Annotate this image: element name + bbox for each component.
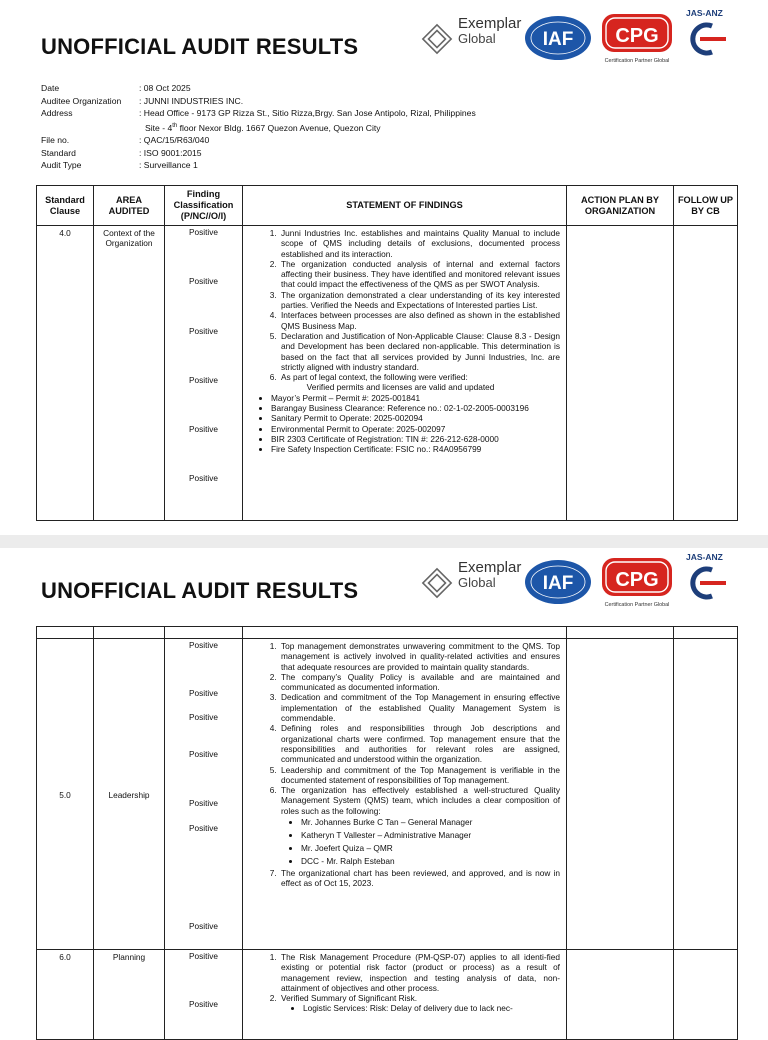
area-cell: Context of the Organization	[94, 226, 165, 521]
permit-item: • Fire Safety Inspection Certificate: FSIC no.: R4A0956799	[271, 444, 560, 454]
logo-strip	[420, 8, 740, 68]
permit-item: • Mayor’s Permit – Permit #: 2025-001841	[271, 393, 560, 403]
header-standard-clause: Standard Clause	[37, 186, 94, 226]
table-row	[37, 950, 738, 1040]
finding-item: 5. Leadership and commitment of the Top Management is verifiable in the documented statement of responsibilities of Top management.	[279, 765, 560, 786]
findings-cell	[243, 639, 567, 950]
finding-item: 4. Interfaces between processes are also defined as shown in the established QMS Business Map.	[279, 310, 560, 331]
table-row	[37, 226, 738, 521]
clause-cell: 4.0	[37, 226, 94, 521]
finding-item: 1. The Risk Management Procedure (PM-QSP-07) applies to all identi-fied existing or potential risk factor (product or process) as a result of management review, inspection and testing analysis of data, non-attainment of objectives and other process.	[279, 952, 560, 993]
audit-type-value: : Surveillance 1	[139, 160, 198, 171]
page-title: UNOFFICIAL AUDIT RESULTS	[41, 578, 359, 603]
area-cell: Planning	[94, 950, 165, 1040]
area-cell: Leadership	[94, 639, 165, 950]
finding-item: 2. Verified Summary of Significant Risk.	[279, 993, 560, 1003]
findings-cell	[243, 950, 567, 1040]
action-plan-cell	[567, 950, 674, 1040]
address-value-2: Site - 4th floor Nexor Bldg. 1667 Quezon Avenue, Quezon City	[145, 122, 381, 133]
table-row	[37, 639, 738, 950]
classification-cell	[165, 950, 243, 1040]
classification-label: Positive	[188, 640, 219, 650]
team-member-item: • DCC - Mr. Ralph Esteban	[301, 855, 560, 868]
finding-item: 4. Defining roles and responsibilities through Job descriptions and organizational charts were confirmed. Top management ensure that the responsibilities and authorities for relevant roles are assigned, communicated and understood within the organization.	[279, 723, 560, 764]
classification-label: Positive	[188, 276, 219, 286]
table-header-row	[37, 186, 738, 226]
svg-text:Certification Partner Global: Certification Partner Global	[604, 602, 670, 608]
classification-label: Positive	[188, 951, 219, 961]
header-follow-up: FOLLOW UP BY CB	[674, 186, 738, 226]
standard-label: Standard	[41, 147, 76, 158]
classification-cell	[165, 639, 243, 950]
classification-label: Positive	[188, 326, 219, 336]
date-value: : 08 Oct 2025	[139, 83, 191, 93]
cpg-logo-icon	[600, 12, 674, 66]
permit-item: • Environmental Permit to Operate: 2025-002097	[271, 424, 560, 434]
classification-label: Positive	[188, 749, 219, 759]
finding-item: 2. The organization conducted analysis of internal and external factors affecting their business. They have identified and monitored relevant issues that could impact the effectiveness of the QMS as per SWOT Analysis.	[279, 259, 560, 290]
header-finding-classification: Finding Classification (P/NC//O/I)	[165, 186, 243, 226]
document-page-2	[0, 548, 768, 1024]
follow-up-cell	[674, 226, 738, 521]
classification-label: Positive	[188, 424, 219, 434]
svg-text:Certification Partner Global: Certification Partner Global	[604, 58, 670, 64]
permit-list	[243, 393, 560, 455]
classification-label: Positive	[188, 688, 219, 698]
team-member-item: • Mr. Joefert Quiza – QMR	[301, 842, 560, 855]
cpg-logo-icon	[600, 556, 674, 610]
finding-item: 5. Declaration and Justification of Non-Applicable Clause: Clause 8.3 - Design and Development has been declared non-applicable. This determination is based on the fact that all services provided by Junni Industries, Inc. are strictly aligned with industry standard.	[279, 331, 560, 372]
follow-up-cell	[674, 950, 738, 1040]
finding-item: 6. The organization has effectively established a well-structured Quality Management System (QMS) team, which includes a clear composition of roles such as the following: • Mr. Johannes Burke C Tan – General Manager • Katheryn T Vallester – Administrative Manager • Mr. Joefert Quiza – QMR • DCC - Mr. Ralph Esteban	[279, 785, 560, 868]
org-value: : JUNNI INDUSTRIES INC.	[139, 95, 244, 106]
findings-table-1	[36, 185, 738, 521]
finding-item: 6. As part of legal context, the following were verified: Verified permits and licenses are valid and updated	[279, 372, 560, 393]
finding-item: 2. The company’s Quality Policy is available and are maintained and communicated as documented information.	[279, 672, 560, 693]
action-plan-cell	[567, 226, 674, 521]
header-statement-of-findings: STATEMENT OF FINDINGS	[243, 186, 567, 226]
address-value-1: : Head Office - 9173 GP Rizza St., Sitio Rizza,Brgy. San Jose Antipolo, Rizal, Philippines	[139, 108, 476, 119]
header-action-plan: ACTION PLAN BY ORGANIZATION	[567, 186, 674, 226]
classification-label: Positive	[188, 823, 219, 833]
team-member-item: • Mr. Johannes Burke C Tan – General Manager	[301, 816, 560, 829]
finding-item: 3. The organization demonstrated a clear understanding of its key interested parties. Verified the Needs and Expectations of Interested parties List.	[279, 290, 560, 311]
finding-item: 1. Top management demonstrates unwavering commitment to the QMS. Top management is actively involved in quality-related activities and ensures that adequate resources are provided to maintain quality standards.	[279, 641, 560, 672]
iaf-logo-icon	[524, 559, 592, 605]
standard-value: : ISO 9001:2015	[139, 147, 202, 158]
classification-label: Positive	[188, 227, 219, 237]
svg-text:JAS-ANZ: JAS-ANZ	[686, 552, 723, 562]
org-label: Auditee Organization	[41, 95, 122, 106]
exemplar-logo-text: Exemplar Global	[458, 15, 522, 46]
exemplar-logo-text: Exemplar Global	[458, 559, 522, 590]
finding-item: 3. Dedication and commitment of the Top Management in ensuring effective implementation of the established Quality Management System is commendable.	[279, 692, 560, 723]
file-value: : QAC/15/R63/040	[139, 135, 210, 146]
findings-cell	[243, 226, 567, 521]
logo-strip	[420, 552, 740, 612]
qms-team-list	[281, 816, 560, 868]
risk-list	[243, 1003, 560, 1013]
page-separator	[0, 535, 768, 548]
jas-anz-logo-icon	[682, 550, 734, 608]
jas-anz-logo-icon	[682, 6, 734, 64]
follow-up-cell	[674, 639, 738, 950]
clause-cell: 5.0	[37, 639, 94, 950]
classification-label: Positive	[188, 712, 219, 722]
address-label: Address	[41, 108, 73, 119]
classification-label: Positive	[188, 999, 219, 1009]
svg-text:IAF: IAF	[542, 573, 574, 594]
clause-cell: 6.0	[37, 950, 94, 1040]
finding-subnote: Verified permits and licenses are valid and updated	[306, 382, 495, 393]
svg-text:IAF: IAF	[542, 29, 574, 50]
permit-item: • BIR 2303 Certificate of Registration: TIN #: 226-212-628-0000	[271, 434, 560, 444]
iaf-logo-icon	[524, 15, 592, 61]
audit-info-block	[41, 82, 476, 172]
risk-item: • Logistic Services: Risk: Delay of delivery due to lack nec-	[303, 1003, 560, 1013]
page-title: UNOFFICIAL AUDIT RESULTS	[41, 34, 359, 59]
finding-item: 1. Junni Industries Inc. establishes and maintains Quality Manual to include scope of QMS including details of exclusions, documented process established and its interaction.	[279, 228, 560, 259]
header-area-audited: AREA AUDITED	[94, 186, 165, 226]
table-empty-header-row	[37, 627, 738, 639]
svg-text:JAS-ANZ: JAS-ANZ	[686, 8, 723, 18]
team-member-item: • Katheryn T Vallester – Administrative Manager	[301, 829, 560, 842]
svg-text:CPG: CPG	[615, 569, 659, 591]
classification-label: Positive	[188, 375, 219, 385]
audit-type-label: Audit Type	[41, 160, 82, 171]
classification-label: Positive	[188, 798, 219, 808]
permit-item: • Barangay Business Clearance: Reference no.: 02-1-02-2005-0003196	[271, 403, 560, 413]
classification-label: Positive	[188, 473, 219, 483]
classification-label: Positive	[188, 921, 219, 931]
classification-cell	[165, 226, 243, 521]
action-plan-cell	[567, 639, 674, 950]
file-label: File no.	[41, 135, 70, 146]
date-label: Date	[41, 83, 60, 93]
finding-item: 7. The organizational chart has been reviewed, and approved, and is now in effect as of Oct 15, 2023.	[279, 868, 560, 889]
svg-text:CPG: CPG	[615, 25, 659, 47]
exemplar-diamond-icon	[420, 22, 454, 56]
permit-item: • Sanitary Permit to Operate: 2025-002094	[271, 413, 560, 423]
findings-table-2	[36, 626, 738, 1040]
exemplar-diamond-icon	[420, 566, 454, 600]
